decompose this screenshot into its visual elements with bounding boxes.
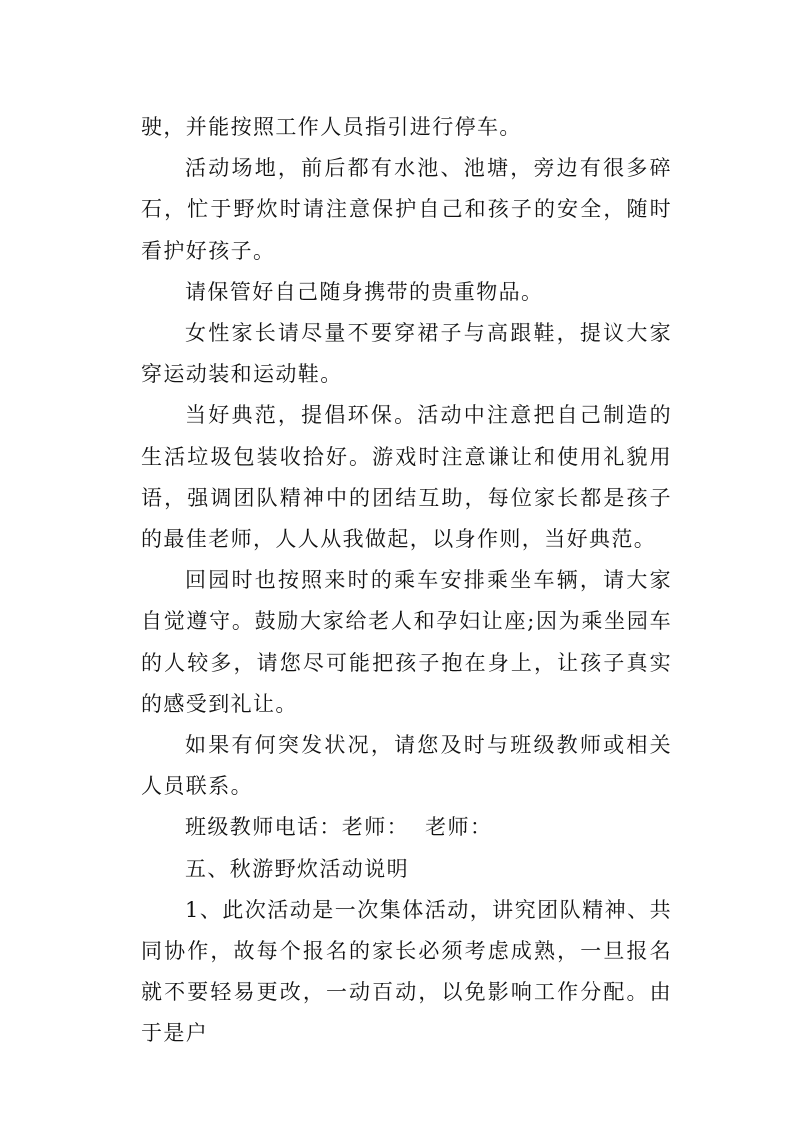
paragraph-emergency: 如果有何突发状况，请您及时与班级教师或相关人员联系。 (141, 733, 672, 799)
document-body (141, 107, 672, 1055)
paragraph-return-trip: 回园时也按照来时的乘车安排乘坐车辆，请大家自觉遵守。鼓励大家给老人和孕妇让座;因为乘坐园车的人较多，请您尽可能把孩子抱在身上，让孩子真实的感受到礼让。 (141, 568, 672, 716)
paragraph-role-model: 当好典范，提倡环保。活动中注意把自己制造的生活垃圾包装收拾好。游戏时注意谦让和使用礼貌用语，强调团队精神中的团结互助，每位家长都是孩子的最佳老师，人人从我做起，以身作则，当好典范。 (141, 403, 672, 552)
paragraph-valuables: 请保管好自己随身携带的贵重物品。 (185, 279, 544, 304)
paragraph-parking: 驶，并能按照工作人员指引进行停车。 (141, 115, 522, 139)
paragraph-attire: 女性家长请尽量不要穿裙子与高跟鞋，提议大家穿运动装和运动鞋。 (141, 321, 672, 387)
paragraph-item-1: 1、此次活动是一次集体活动，讲究团队精神、共同协作，故每个报名的家长必须考虑成熟，一旦报名就不要轻易更改，一动百动，以免影响工作分配。由于是户 (141, 897, 672, 1046)
section-heading-activity-notes: 五、秋游野炊活动说明 (185, 856, 409, 881)
paragraph-venue-safety: 活动场地，前后都有水池、池塘，旁边有很多碎石，忙于野炊时请注意保护自己和孩子的安全，随时看护好孩子。 (141, 156, 672, 263)
paragraph-teacher-phone: 班级教师电话：老师： 老师： (185, 815, 493, 840)
